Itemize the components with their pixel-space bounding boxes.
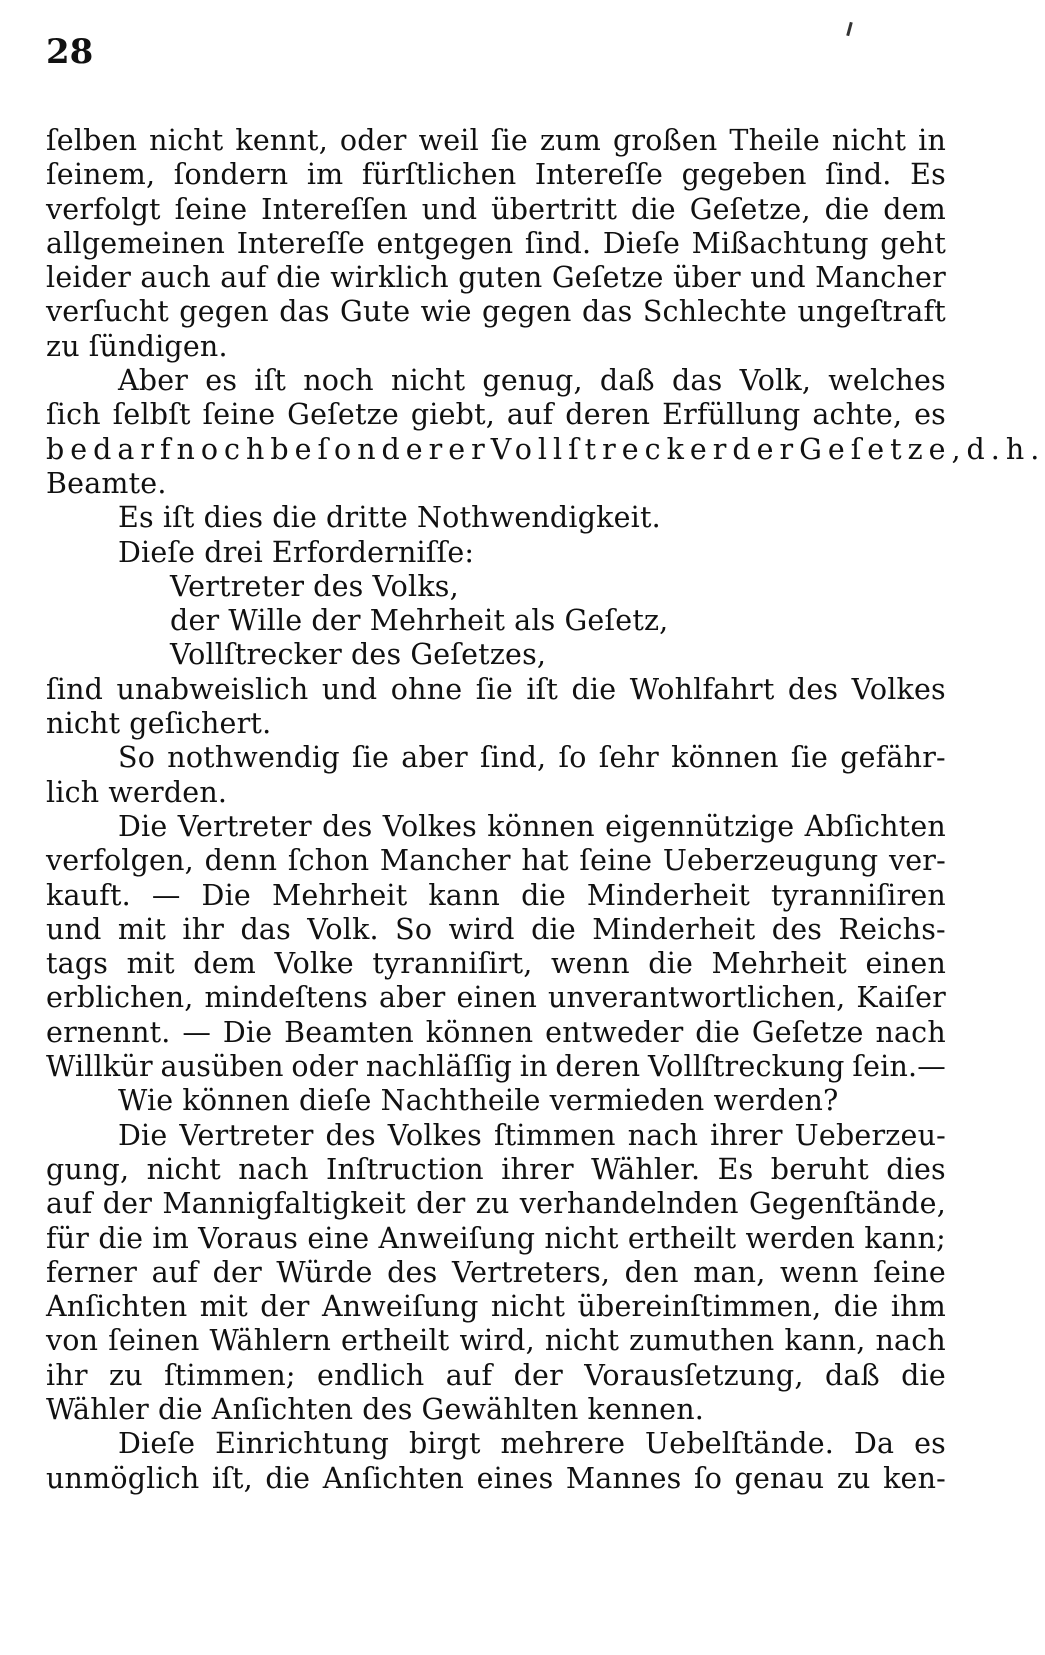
text-line: der Wille der Mehrheit als Geſetz, [170,604,669,638]
text-line: leider auch auf die wirklich guten Geſetze über und Mancher [46,261,946,295]
text-line: verfolgt ſeine Intereſſen und übertritt die Geſetze, die dem [46,192,946,226]
body-text [46,124,1045,1496]
text-line: Die Vertreter des Volkes ſtimmen nach ihrer Ueberzeu- [118,1118,946,1152]
text-line: ſeinem, ſondern im fürſtlichen Intereſſe gegeben ſind. Es [46,158,946,192]
text-line: lich werden. [46,775,228,809]
text-line: allgemeinen Intereſſe entgegen ſind. Dieſe Mißachtung geht [46,226,946,260]
text-line: Vollſtrecker des Geſetzes, [170,638,547,672]
text-line: Dieſe drei Erforderniſſe: [118,535,475,569]
text-line: auf der Mannigfaltigkeit der zu verhandelnden Gegenſtände, [46,1187,946,1221]
text-line: Vertreter des Volks, [170,569,459,603]
text-line: So nothwendig ſie aber ſind, ſo ſehr können ſie gefähr- [118,741,946,775]
text-line: gung, nicht nach Inſtruction ihrer Wähler. Es beruht dies [46,1152,946,1186]
text-line: Aber es iſt noch nicht genug, daß das Volk, welches [118,364,946,398]
text-line: für die im Voraus eine Anweiſung nicht ertheilt werden kann; [46,1221,946,1255]
text-line: Wähler die Anſichten des Gewählten kennen. [46,1392,705,1426]
text-line: ſich ſelbſt ſeine Geſetze giebt, auf deren Erfüllung achte, es [46,398,946,432]
text-line: verfolgen, denn ſchon Mancher hat ſeine Ueberzeugung ver- [46,844,946,878]
text-line: kauft. — Die Mehrheit kann die Minderheit tyranniſiren [46,878,946,912]
page-number: 28 [46,32,94,72]
text-line: zu ſündigen. [46,329,228,363]
text-line: verſucht gegen das Gute wie gegen das Schlechte ungeſtraft [46,295,946,329]
text-line: nicht geſichert. [46,707,272,741]
text-line: bedarf noch beſonderer Vollſtrecker der Geſetze, d.h. [46,432,1045,466]
book-page [46,30,1045,1630]
text-line: Es iſt dies die dritte Nothwendigkeit. [118,501,661,535]
text-line: ſelben nicht kennt, oder weil ſie zum großen Theile nicht in [46,124,946,157]
text-line: Dieſe Einrichtung birgt mehrere Uebelſtände. Da es [118,1427,946,1461]
text-line: tags mit dem Volke tyranniſirt, wenn die Mehrheit einen [46,947,946,981]
text-line: Willkür ausüben oder nachläſſig in deren Vollſtreckung ſein.— [46,1050,946,1084]
text-line: ihr zu ſtimmen; endlich auf der Vorausſetzung, daß die [46,1358,946,1392]
text-line: von ſeinen Wählern ertheilt wird, nicht zumuthen kann, nach [46,1324,946,1358]
text-line: ſind unabweislich und ohne ſie iſt die Wohlfahrt des Volkes [46,672,946,706]
text-line: erblichen, mindeſtens aber einen unverantwortlichen, Kaiſer [46,981,946,1015]
text-line: Anſichten mit der Anweiſung nicht übereinſtimmen, die ihm [46,1290,946,1324]
text-line: Wie können dieſe Nachtheile vermieden werden? [118,1084,839,1118]
text-line: und mit ihr das Volk. So wird die Minderheit des Reichs- [46,912,946,946]
text-line: Beamte. [46,466,167,500]
text-line: Die Vertreter des Volkes können eigennützige Abſichten [118,809,946,843]
text-line: unmöglich iſt, die Anſichten eines Mannes ſo genau zu ken- [46,1461,946,1495]
text-line: ernennt. — Die Beamten können entweder die Geſetze nach [46,1015,946,1049]
text-line: ferner auf der Würde des Vertreters, den man, wenn ſeine [46,1255,946,1289]
